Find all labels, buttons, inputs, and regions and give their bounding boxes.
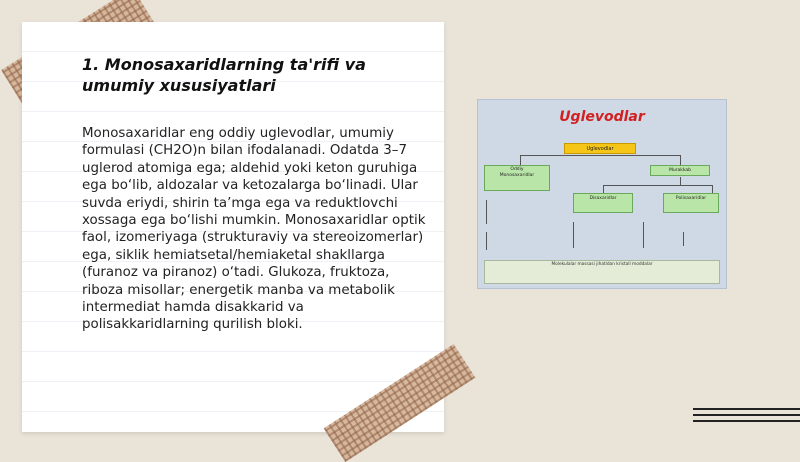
diagram-polysaccharides-box: Polisaxaridlar: [663, 193, 719, 213]
diagram-monosaccharides-label: Monosaxaridlar: [499, 172, 535, 178]
diagram-root-box: Uglevodlar: [564, 143, 636, 154]
diagram-footer: Molekulalar massasi jihatidan kristall moddalar: [484, 260, 720, 284]
diagram-note-right-2: [683, 232, 718, 246]
diagram-simple-label: Oddiy: [510, 167, 524, 172]
diagram-note-left: [486, 200, 547, 224]
diagram-title: Uglevodlar: [559, 109, 645, 125]
slide-title: 1. Monosaxaridlarning ta'rifi va umumiy xususiyatlari: [82, 55, 366, 95]
diagram-note-left-2: [486, 232, 527, 250]
diagram-note-mid: [573, 222, 614, 248]
diagram-note-right: [643, 222, 674, 248]
slide-body-text: Monosaxaridlar eng oddiy uglevodlar, umumiy formulasi (CH2O)n bilan ifodalanadi. Odatda 3–7 uglerod atomiga ega; aldehid yoki keton guruhiga ega bo‘lib, aldozalar va ketozalarga bo‘linadi. Ular suvda eriydi, shirin ta’mga ega va reduktlovchi xossaga ega bo‘lishi mumkin. Monosaxaridlar optik faol, izomeriyaga (strukturaviy va stereoizomerlar) ega, siklik hemiatsetal/hemiaketal shakllarga (furanoz va piranoz) o‘tadi. Glukoza, fruktoza, riboza misollar; energetik manba va metabolik intermediat hamda disakkarid va polisakkaridlarning qurilish bloki.: [82, 126, 426, 333]
decorative-stripes: [693, 408, 800, 424]
diagram-disaccharides-box: Disaxaridlar: [573, 193, 633, 213]
diagram-complex-box: Murakkab: [650, 165, 710, 176]
carbohydrate-classification-diagram: [477, 99, 727, 289]
diagram-simple-box: [484, 165, 550, 191]
